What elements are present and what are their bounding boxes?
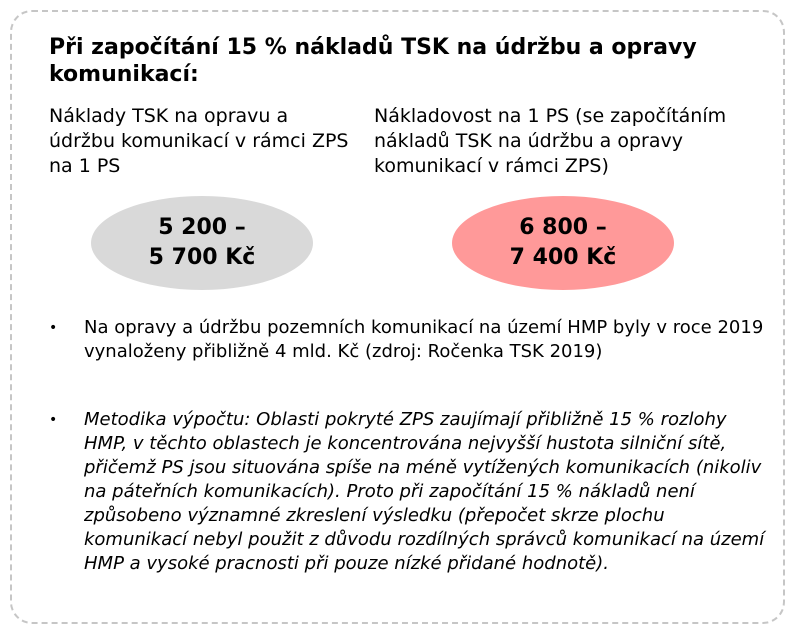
bullet-text: Na opravy a údržbu pozemních komunikací na území HMP byly v roce 2019 vynaloženy přibližně 4 mld. Kč (zdroj: Ročenka TSK 2019) <box>84 317 764 362</box>
right-column-label: Nákladovost na 1 PS (se započítáním nákladů TSK na údržbu a opravy komunikací v rámci ZPS) <box>374 105 727 177</box>
cost-range-line1: 5 200 – <box>158 215 246 240</box>
bullet-text: Metodika výpočtu: Oblasti pokryté ZPS zaujímají přibližně 15 % rozlohy HMP, v těchto oblastech je koncentrována nejvyšší hustota silniční sítě, přičemž PS jsou situována spíše na méně vytížených komunikacích (nikoliv na páteřních komunikacích). Proto při započítání 15 % nákladů není způsobeno významné zkreslení výsledku (přepočet skrze plochu komunikací nebyl použit z důvodu rozdílných správců komunikací na území HMP a vysoké pracnosti při pouze nízké přidané hodnotě). <box>84 409 765 574</box>
cost-range-oval <box>91 196 313 290</box>
total-cost-range-line1: 6 800 – <box>519 215 607 240</box>
total-cost-range-oval <box>452 196 674 290</box>
bullet-list-sources <box>49 316 769 364</box>
list-item <box>49 316 769 364</box>
total-cost-range-line2: 7 400 Kč <box>509 245 617 270</box>
list-item <box>49 408 769 576</box>
cost-range-line2: 5 700 Kč <box>148 245 256 270</box>
bullet-marker: • <box>49 412 58 428</box>
bullet-list-methodology <box>49 408 769 576</box>
page-title: Při započítání 15 % nákladů TSK na údržbu a opravy komunikací: <box>49 35 697 87</box>
left-column-label: Náklady TSK na opravu a údržbu komunikací v rámci ZPS na 1 PS <box>49 105 349 177</box>
bullet-marker: • <box>49 320 58 336</box>
